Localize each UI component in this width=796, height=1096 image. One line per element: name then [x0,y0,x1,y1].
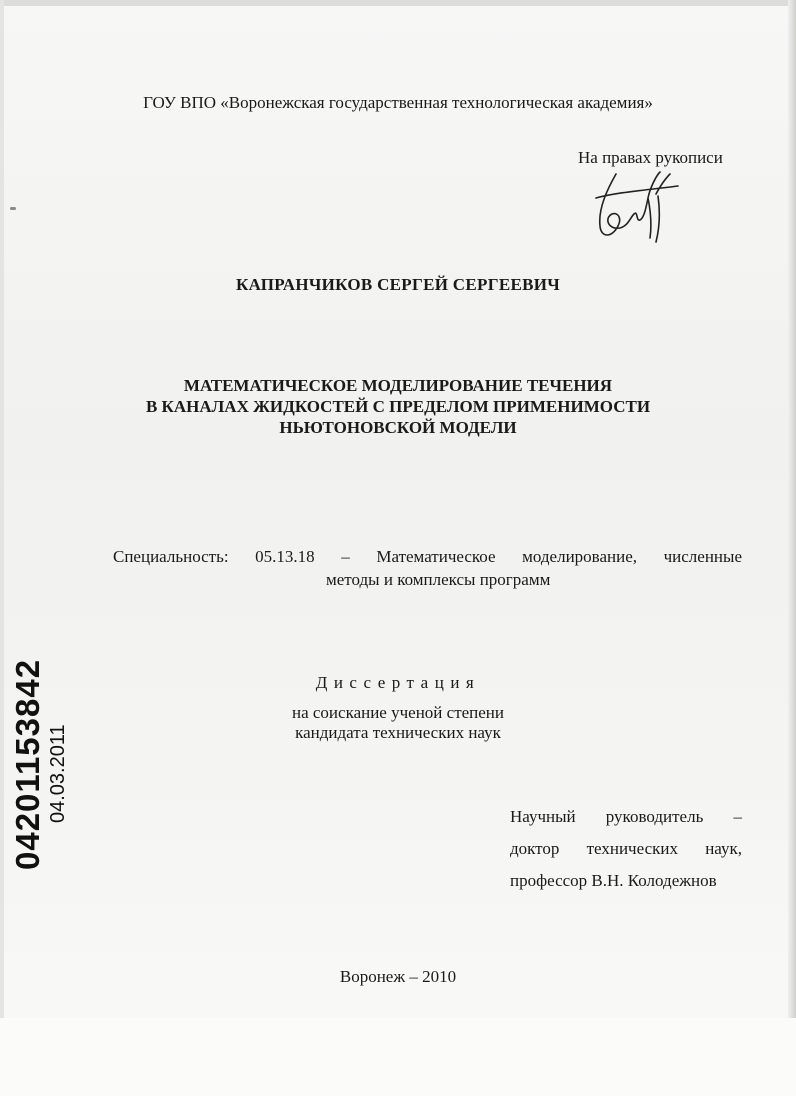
dissertation-heading: Диссертация [315,673,481,692]
manuscript-rights-note: На правах рукописи [578,148,723,167]
scan-bottom-band [0,1018,796,1096]
handwritten-signature [588,168,683,248]
library-stamp [10,659,70,870]
title-line: НЬЮТОНОВСКОЙ МОДЕЛИ [279,418,517,437]
place-and-year: Воронеж – 2010 [339,967,457,986]
scan-edge-top [0,0,796,6]
stamp-number: 04201153842 [9,658,46,870]
supervisor-line-2: доктор технических наук, [510,839,742,858]
degree-line-2: кандидата технических наук [295,723,501,742]
scan-edge-right [788,0,796,1096]
title-line: В КАНАЛАХ ЖИДКОСТЕЙ С ПРЕДЕЛОМ ПРИМЕНИМОСТИ [145,397,651,416]
stamp-date: 04.03.2011 [47,724,69,823]
organization-name: ГОУ ВПО «Воронежская государственная технологическая академия» [143,93,653,112]
title-line: МАТЕМАТИЧЕСКОЕ МОДЕЛИРОВАНИЕ ТЕЧЕНИЯ [183,376,613,395]
specialty-line-1: Специальность: 05.13.18 – Математическое моделирование, численные [113,547,742,566]
supervisor-line-1: Научный руководитель – [510,807,742,826]
scan-edge-left [0,0,4,1096]
scan-speck [10,207,16,210]
specialty-line-2: методы и комплексы программ [326,570,551,589]
dissertation-title [0,375,796,438]
author-name: КАПРАНЧИКОВ СЕРГЕЙ СЕРГЕЕВИЧ [235,275,561,294]
degree-line-1: на соискание ученой степени [291,703,505,722]
supervisor-line-3: профессор В.Н. Колодежнов [510,871,717,890]
